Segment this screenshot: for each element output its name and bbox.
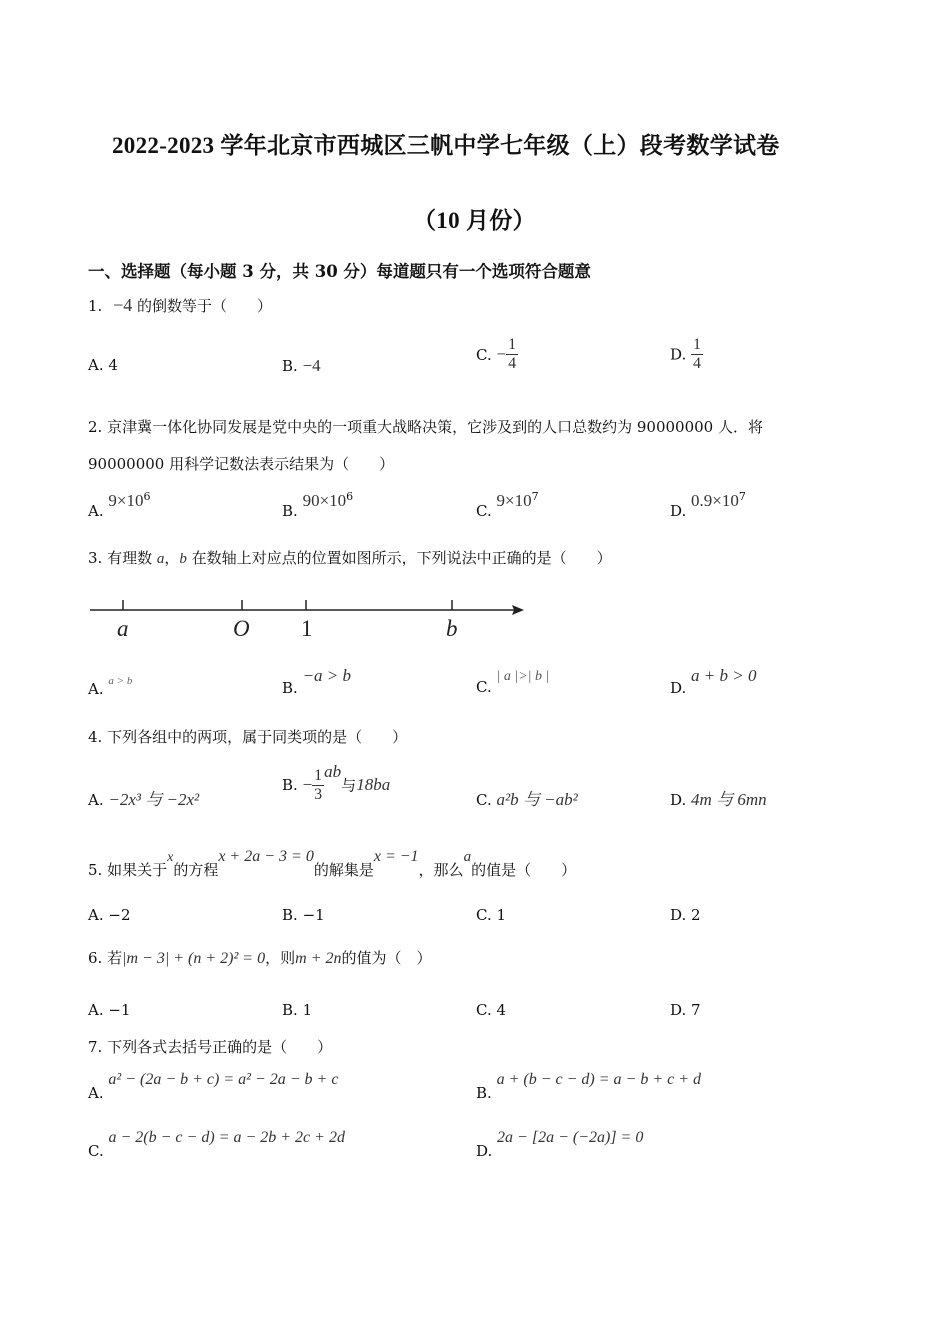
option-d[interactable]: D. $0.9\times 10^7$ — [670, 490, 746, 520]
option-a[interactable]: A. 4 — [88, 356, 118, 374]
fraction: $\frac{1}{3}$ — [314, 766, 323, 803]
option-d[interactable]: D. a + b > 0 — [670, 666, 757, 697]
option-d[interactable]: D. 7 — [670, 1001, 701, 1019]
label-one: 1 — [301, 616, 313, 641]
option-b[interactable]: B. −1 — [282, 906, 325, 924]
option-d[interactable]: D. $\frac{1}{4}$ — [670, 336, 702, 372]
option-b[interactable]: B. −4 — [282, 356, 321, 375]
question-5: 5. 如果关于x的方程x + 2a − 3 = 0的解集是x = −1，那么a的值是（ ） — [88, 848, 577, 879]
label-a: a — [117, 616, 129, 641]
option-c[interactable]: C. − $\frac{1}{4}$ — [476, 336, 517, 372]
label-b: b — [446, 616, 458, 641]
option-a[interactable]: A. −2x³ 与 −2x² — [88, 790, 200, 809]
option-d[interactable]: D. 4m 与 6mn — [670, 790, 767, 809]
question-6: 6. 若|m − 3| + (n + 2)² = 0，则m + 2n的值为（ ） — [88, 949, 432, 967]
option-c[interactable]: C. 4 — [476, 1001, 507, 1019]
page-title: 2022-2023 学年北京市西城区三帆中学七年级（上）段考数学试卷 — [112, 133, 780, 158]
question-number: 1. — [88, 297, 103, 315]
question-text: 的倒数等于（ ） — [137, 297, 273, 315]
fraction: $\frac{1}{4}$ — [693, 336, 702, 372]
option-a[interactable]: A. a > b — [88, 675, 133, 698]
option-b[interactable]: B. 1 — [282, 1001, 313, 1019]
option-d[interactable]: D. 2a − [2a − (−2a)] = 0 — [476, 1129, 644, 1160]
option-d[interactable]: D. 2 — [670, 906, 701, 924]
question-2-line1: 2. 京津冀一体化协同发展是党中央的一项重大战略决策，它涉及到的人口总数约为 90000000 人．将 — [88, 418, 763, 436]
option-c[interactable]: C. | a |>| b | — [476, 669, 550, 696]
fraction: $\frac{1}{4}$ — [508, 336, 517, 372]
option-a[interactable]: A. a² − (2a − b + c) = a² − 2a − b + c — [88, 1071, 339, 1102]
question-4: 4. 下列各组中的两项，属于同类项的是（ ） — [88, 728, 408, 746]
page-subtitle: （10 月份） — [413, 208, 536, 233]
option-b[interactable]: B. −a > b — [282, 666, 352, 697]
option-c[interactable]: C. a − 2(b − c − d) = a − 2b + 2c + 2d — [88, 1129, 345, 1160]
question-1 — [88, 295, 272, 316]
math-expression: −4 — [113, 295, 133, 315]
option-b[interactable]: B. − $\frac{1}{3}$ ab与18ba — [282, 762, 391, 803]
option-a[interactable]: A. $9\times 10^6$ — [88, 490, 151, 520]
question-7: 7. 下列各式去括号正确的是（ ） — [88, 1038, 333, 1056]
option-a[interactable]: A. −2 — [88, 906, 131, 924]
number-line — [88, 596, 528, 646]
option-c[interactable]: C. 1 — [476, 906, 507, 924]
option-b[interactable]: B. $90\times 10^6$ — [282, 490, 354, 520]
option-c[interactable]: C. $9\times 10^7$ — [476, 490, 539, 520]
question-3: 3. 有理数 a，b 在数轴上对应点的位置如图所示，下列说法中正确的是（ ） — [88, 549, 612, 567]
option-b[interactable]: B. a + (b − c − d) = a − b + c + d — [476, 1071, 702, 1102]
option-a[interactable]: A. −1 — [88, 1001, 131, 1019]
question-2-line2: 90000000 用科学记数法表示结果为（ ） — [88, 455, 395, 473]
section-heading: 一、选择题（每小题 3 分，共 30 分）每道题只有一个选项符合题意 — [88, 262, 591, 281]
option-c[interactable]: C. a²b 与 −ab² — [476, 790, 578, 809]
label-origin: O — [233, 616, 250, 641]
